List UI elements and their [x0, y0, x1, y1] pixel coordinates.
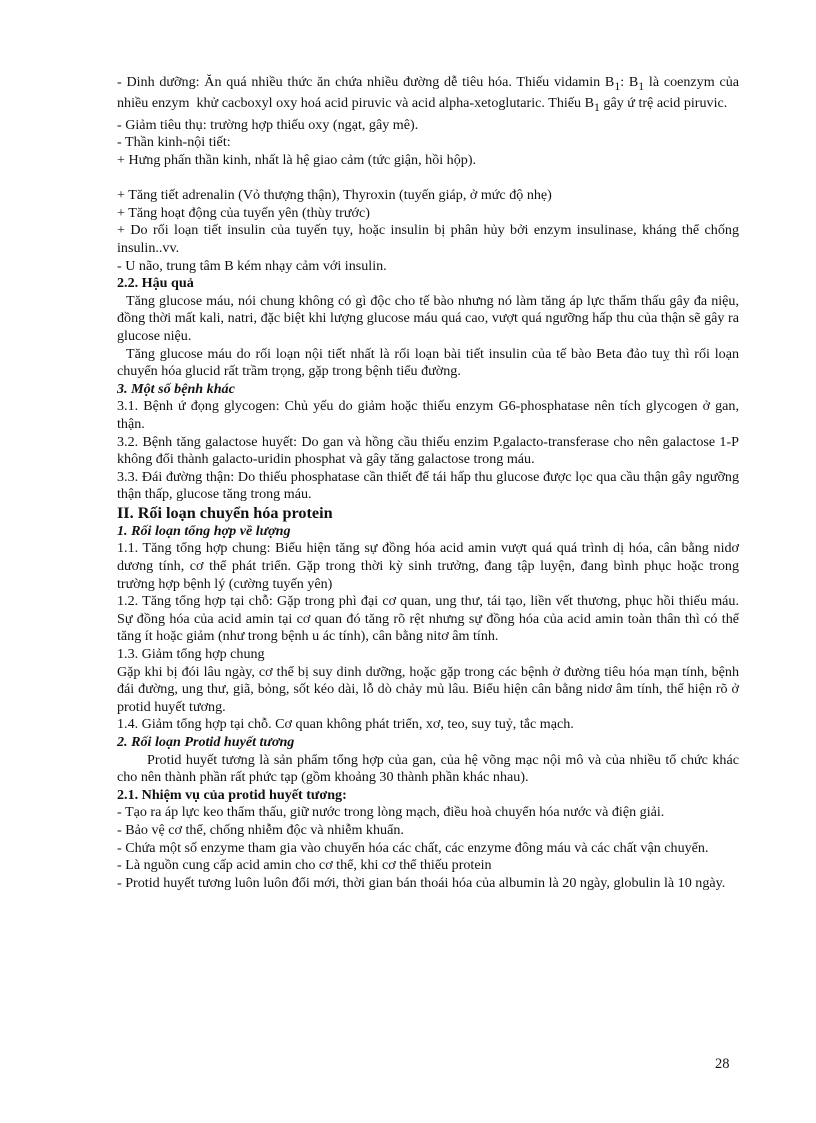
paragraph: - Dinh dưỡng: Ăn quá nhiều thức ăn chứa nhiều đường dễ tiêu hóa. Thiếu vidamin $B_1$: $B_1$ là coenzym của nhiều enzym khử cacboxyl oxy hoá acid piruvic và acid alpha-xetoglutaric. Thiếu $B_1$ gây ứ trệ acid piruvic. [117, 74, 740, 115]
paragraph: 3.3. Đái đường thận: Do thiếu phosphatase cần thiết để tái hấp thu glucose được lọc qua cầu thận gây ngưỡng thận thấp, glucose tăng trong máu. [117, 468, 739, 503]
paragraph: - Bảo vệ cơ thể, chống nhiễm độc và nhiễm khuẩn. [117, 821, 404, 838]
section-heading: 2.2. Hậu quả [117, 275, 194, 292]
paragraph: - U não, trung tâm B kém nhạy cảm với insulin. [117, 257, 387, 274]
paragraph: + Do rối loạn tiết insulin của tuyến tụy, hoặc insulin bị phân hủy bởi enzym insulinase, kháng thể chống insulin..vv. [117, 222, 739, 256]
paragraph: 3.1. Bệnh ứ đọng glycogen: Chủ yếu do giảm hoặc thiếu enzym G6-phosphatase nên tích glycogen ở gan, thận. [117, 398, 739, 432]
section-heading: II. Rối loạn chuyển hóa protein [117, 503, 333, 522]
section-heading: 1. Rối loạn tổng hợp về lượng [117, 522, 291, 539]
section-heading: 3. Một số bệnh khác [117, 380, 235, 397]
paragraph: - Thần kinh-nội tiết: [117, 134, 231, 151]
paragraph: 3.2. Bệnh tăng galactose huyết: Do gan và hồng cầu thiếu enzim P.galacto-transferase cho nên galactose 1-P không đổi thành galacto-uridin phosphat và gây tăng galactose trong máu. [117, 433, 739, 468]
paragraph: - Protid huyết tương luôn luôn đổi mới, thời gian bán thoái hóa của albumin là 20 ngày, globulin là 10 ngày. [117, 874, 726, 891]
paragraph: Tăng glucose máu, nói chung không có gì độc cho tế bào nhưng nó làm tăng áp lực thẩm thấu gây đa niệu, đồng thời mất kali, natri, đặc biệt khi lượng glucose máu quá cao, vượt quá ngưỡng hấp thu của thận sẽ gây ra glucose niệu. [117, 292, 739, 344]
paragraph: Tăng glucose máu do rối loạn nội tiết nhất là rối loạn bài tiết insulin của tế bào Beta đảo tuỵ thì rối loạn chuyển hóa glucid rất trầm trọng, gặp trong bệnh tiểu đường. [117, 345, 739, 380]
blank-line [117, 170, 739, 188]
paragraph: - Chứa một số enzyme tham gia vào chuyển hóa các chất, các enzyme đông máu và các chất vận chuyển. [117, 839, 709, 856]
paragraph: 1.3. Giảm tổng hợp chung [117, 646, 265, 663]
page-number: 28 [715, 1056, 730, 1072]
section-heading: 2. Rối loạn Protid huyết tương [117, 734, 295, 750]
paragraph: 1.1. Tăng tổng hợp chung: Biểu hiện tăng sự đồng hóa acid amin vượt quá quá trình dị hóa, cân bằng nidơ dương tính, cơ thể phát triển. Gặp trong thời kỳ sinh trưởng, đang tập luyện, đang bình phục hoặc trong trường hợp bệnh lý (cường tuyến yên) [117, 540, 739, 592]
document-body [117, 74, 739, 892]
paragraph: + Tăng tiết adrenalin (Vỏ thượng thận), Thyroxin (tuyến giáp, ở mức độ nhẹ) [117, 187, 552, 204]
paragraph: + Hưng phấn thần kinh, nhất là hệ giao cảm (tức giận, hồi hộp). [117, 152, 477, 168]
paragraph: Gặp khi bị đói lâu ngày, cơ thể bị suy dinh dưỡng, hoặc gặp trong các bệnh ở đường tiêu hóa mạn tính, bệnh đái đường, ung thư, giã, bỏng, sốt kéo dài, lỗ dò chảy mủ lâu. Biểu hiện cân bằng nidơ âm tính, thể hiện rõ ở protid huyết tương. [117, 663, 739, 715]
paragraph: + Tăng hoạt động của tuyến yên (thùy trước) [117, 204, 370, 221]
paragraph: - Là nguồn cung cấp acid amin cho cơ thể, khi cơ thể thiếu protein [117, 857, 492, 874]
paragraph: - Tạo ra áp lực keo thẩm thấu, giữ nước trong lòng mạch, điều hoà chuyển hóa nước và điện giải. [117, 804, 665, 821]
paragraph: 1.4. Giảm tổng hợp tại chỗ. Cơ quan không phát triển, xơ, teo, suy tuỷ, tắc mạch. [117, 716, 574, 733]
section-heading: 2.1. Nhiệm vụ của protid huyết tương: [117, 786, 347, 803]
paragraph: - Giảm tiêu thụ: trường hợp thiếu oxy (ngạt, gây mê). [117, 116, 419, 133]
paragraph: 1.2. Tăng tổng hợp tại chỗ: Gặp trong phì đại cơ quan, ung thư, tái tạo, liền vết thương, phục hồi thiếu máu. Sự đồng hóa của acid amin tại cơ quan đó tăng rõ rệt nhưng sự đồng hóa của acid amin toàn thân thì có thể tăng ít hoặc giảm (như trong bệnh u ác tính), cân bằng nitơ âm tính. [117, 593, 739, 645]
paragraph: Protid huyết tương là sản phẩm tổng hợp của gan, của hệ võng mạc nội mô và của nhiều tổ chức khác cho nên thành phần rất phức tạp (gồm khoảng 30 thành phần khác nhau). [117, 751, 739, 786]
